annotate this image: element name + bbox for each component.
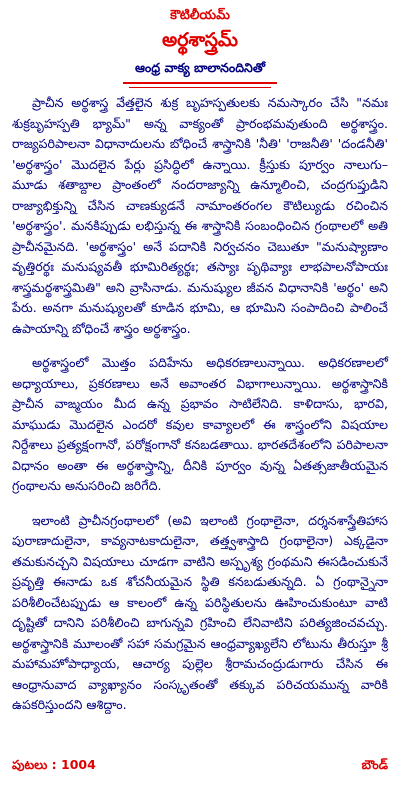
book-subtitle: ఆంధ్ర వాక్య బాలానందినితో xyxy=(123,59,277,84)
description-paragraph-3: ఇలాంటి ప్రాచీనగ్రంథాలలో (అవి ఇలాంటి గ్రంథాలైనా, దర్శనశాస్త్రేతిహాస పురాణాదులైనా, కావ్యనాటకాదులైనా, తత్త్వశాస్త్రాది గ్రంథాలైనా) ఎక్కడైనా తమకునచ్చని విషయాలు చూడగా వాటిని అస్పృశ్య గ్రంథమని ఈసడించుకునే ప్రవృత్తి ఈనాడు ఒక శోచనీయమైన స్థితి కనబడుతున్నది. ఏ గ్రంథాన్నైనా పరిశీలించేటప్పుడు ఆ కాలంలో ఉన్న పరిస్థితులను ఊహించుకుంటూ వాటి దృష్టితో దానిని పరిశీలించి బాగున్నవి గ్రహించి లేనివాటిని పరిత్యజించవచ్చు. అర్థశాస్త్రానికి మూలంతో సహా సమగ్రమైన ఆంధ్రవ్యాఖ్యలేని లోటును తీరుస్తూ శ్రీ మహామహోపాధ్యాయ, ఆచార్య పుల్లెల శ్రీరామచంద్రుడుగారు చేసిన ఈ ఆంధ్రానువాద వ్యాఖ్యానం సంస్కృతంతో తక్కువ పరిచయమున్న వారికి ఉపకరిస్తుందని ఆశిద్దాం. xyxy=(12,512,388,712)
description-paragraph-2: అర్థశాస్త్రంలో మొత్తం పదిహేను అధికరణాలున్నాయి. అధికరణాలలో అధ్యాయాలు, ప్రకరణాలు అనే అవాంతర విభాగాలున్నాయి. అర్థశాస్త్రానికి ప్రాచీన వాఙ్మయం మీద ఉన్న ప్రభావం సాటిలేనిది. కాళిదాసు, భారవి, మాఘుడు మొదలైన ఎందరో కవుల కావ్యాలలో ఈ శాస్త్రంలోని విషయాల నిర్దేశాలు ప్రత్యక్షంగానో, పరోక్షంగానో కనబడతాయి. భారతదేశంలోని పరిపాలనా విధానం అంతా ఈ అర్థశాస్త్రాన్ని, దీనికి పూర్వం వున్న ఏతత్సజాతీయమైన గ్రంథాలను అనుసరించి జరిగేది. xyxy=(12,355,388,493)
description-paragraph-1: ప్రాచీన అర్థశాస్త్ర వేత్తలైన శుక్ర బృహస్పతులకు నమస్కారం చేసి "నమః శుక్రబృహస్పతి భ్యామ్" అన్న వాక్యంతో ప్రారంభమవుతుంది అర్థశాస్త్రం. రాజ్యపరిపాలనా విధానాదులను బోధించే శాస్త్రానికి 'నీతి' 'రాజనీతి' 'దండనీతి' 'అర్థశాస్త్రం' మొదలైన పేర్లు ప్రసిద్ధిలో ఉన్నాయి. క్రీస్తుకు పూర్వం నాలుగు– మూడు శతాబ్దాల ప్రాంతంలో నందరాజ్యాన్ని ఉన్మూలించి, చంద్రగుప్తుడిని రాజ్యాభిక్తున్ని చేసిన చాణక్యుడనే నామాంతరంగల కౌటిల్యుడు రచించిన 'అర్థశాస్త్రం'. మనకిప్పుడు లభిస్తున్న ఈ శాస్త్రానికి సంబంధించిన గ్రంథాలలో అతి ప్రాచీనమైనది. 'అర్థశాస్త్రం' అనే పదానికి నిర్వచనం చెబుతూ "మనుష్యాణాం వృత్తిరర్థః మనుష్యవతీ భూమిరిత్యర్థః; తస్యాః పృథివ్యాః లాభపాలనోపాయః శాస్త్రమర్థశాస్త్రమితి" అని వ్రాసినాడు. మనుష్యుల జీవన విధానానికి 'అర్థం' అని పేరు. అనగా మనుష్యులతో కూడిన భూమి, ఆ భూమిని సంపాదించి పాలించే ఉపాయాన్ని బోధించే శాస్త్రం అర్థశాస్త్రం. xyxy=(12,95,388,336)
book-title: అర్థశాస్త్రమ్ xyxy=(161,29,239,51)
binding-type: బౌండ్ xyxy=(361,757,388,772)
page-count: పుటలు : 1004 xyxy=(12,757,96,772)
book-footer xyxy=(12,757,388,777)
description-body xyxy=(12,93,388,716)
author-title: కౌటిలీయమ్ xyxy=(170,8,230,23)
subtitle-container xyxy=(12,57,388,83)
